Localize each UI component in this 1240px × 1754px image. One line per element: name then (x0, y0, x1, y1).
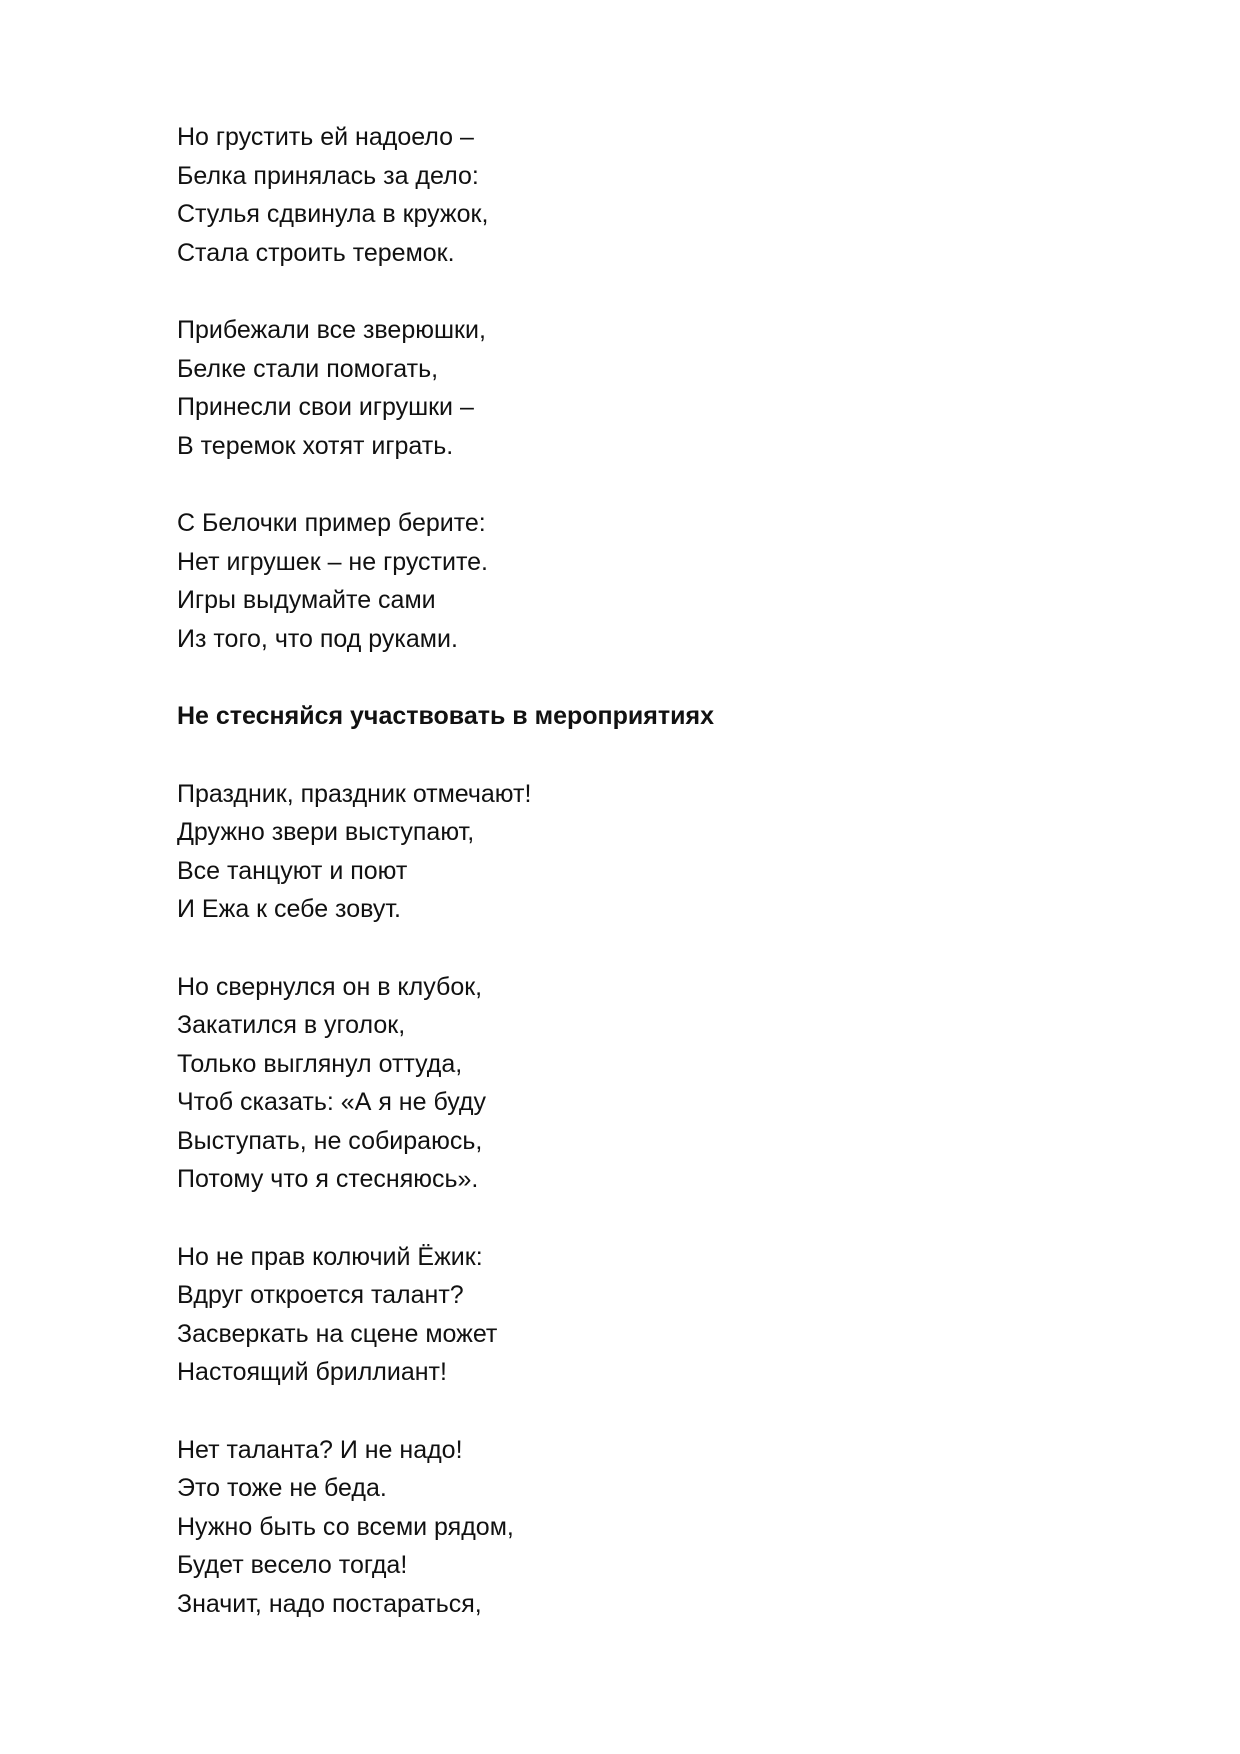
poem-line: Нет игрушек – не грустите. (177, 547, 488, 576)
stanza-1 (177, 118, 1077, 272)
poem-line: Потому что я стесняюсь». (177, 1165, 479, 1193)
poem-line: Белке стали помогать, (177, 354, 439, 383)
poem-line: Засверкать на сцене может (177, 1319, 498, 1348)
poem-line: Закатился в уголок, (177, 1011, 406, 1039)
poem-line: В теремок хотят играть. (177, 431, 454, 460)
poem-line: Все танцуют и поют (177, 856, 408, 885)
poem-line: Праздник, праздник отмечают! (177, 779, 532, 808)
poem-line: Настоящий бриллиант! (177, 1358, 447, 1386)
poem-line: Стулья сдвинула в кружок, (177, 200, 489, 228)
poem-body (177, 118, 1077, 1662)
stanza-6 (177, 1238, 1077, 1392)
poem-line: Выступать, не собираюсь, (177, 1126, 483, 1155)
poem-line: Но грустить ей надоело – (177, 123, 474, 151)
section-heading: Не стесняйся участвовать в мероприятиях (177, 702, 714, 730)
stanza-3 (177, 504, 1077, 658)
stanza-5 (177, 968, 1077, 1199)
poem-line: Но свернулся он в клубок, (177, 972, 483, 1001)
stanza-4 (177, 775, 1077, 929)
poem-line: Будет весело тогда! (177, 1551, 408, 1579)
poem-line: Значит, надо постараться, (177, 1589, 482, 1618)
poem-line: Вдруг откроется талант? (177, 1281, 464, 1309)
poem-line: Нужно быть со всеми рядом, (177, 1512, 514, 1541)
poem-line: Белка принялась за дело: (177, 161, 479, 190)
poem-line: Но не прав колючий Ёжик: (177, 1242, 483, 1271)
poem-line: Прибежали все зверюшки, (177, 316, 486, 344)
stanza-2 (177, 311, 1077, 465)
poem-line: Только выглянул оттуда, (177, 1049, 463, 1078)
poem-line: Это тоже не беда. (177, 1474, 387, 1502)
stanza-7 (177, 1431, 1077, 1624)
poem-line: Принесли свои игрушки – (177, 393, 474, 421)
poem-line: Чтоб сказать: «А я не буду (177, 1088, 486, 1116)
poem-line: С Белочки пример берите: (177, 509, 486, 537)
poem-line: Стала строить теремок. (177, 238, 455, 267)
poem-line: Игры выдумайте сами (177, 586, 436, 614)
poem-line: Дружно звери выступают, (177, 818, 475, 846)
poem-line: Нет таланта? И не надо! (177, 1435, 463, 1464)
poem-line: Из того, что под руками. (177, 624, 458, 653)
poem-line: И Ежа к себе зовут. (177, 895, 401, 923)
